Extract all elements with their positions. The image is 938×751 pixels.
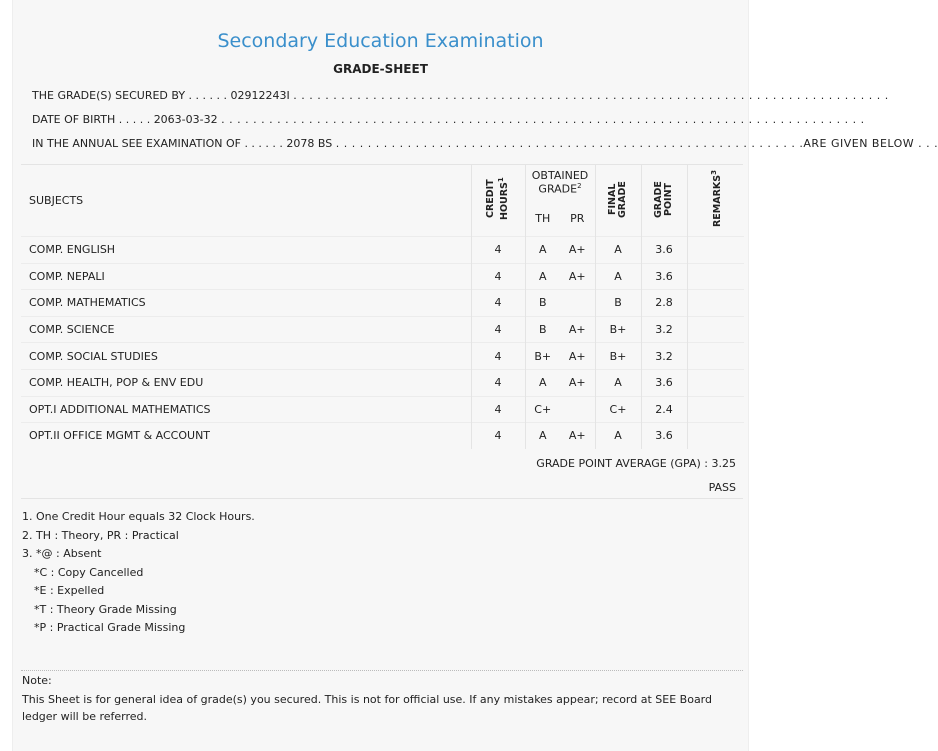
- credit-hours-cell: 4: [471, 237, 525, 264]
- credit-hours-cell: 4: [471, 423, 525, 449]
- practical-grade-cell: A+: [560, 369, 595, 396]
- subject-cell: COMP. SOCIAL STUDIES: [21, 343, 471, 370]
- divider: [21, 670, 743, 671]
- remarks-cell: [687, 316, 744, 343]
- dob-value: 2063-03-32: [153, 113, 218, 126]
- exam-year: 2078 BS: [286, 137, 333, 150]
- footnote: *C : Copy Cancelled: [34, 565, 144, 579]
- grade-point-cell: 3.6: [641, 237, 687, 264]
- theory-grade-cell: A: [525, 423, 560, 449]
- footnote: 3. *@ : Absent: [22, 547, 102, 560]
- practical-grade-cell: [560, 396, 595, 423]
- footnotes: [22, 508, 255, 638]
- grade-point-cell: 2.8: [641, 290, 687, 317]
- gpa-label: GRADE POINT AVERAGE (GPA) :: [536, 457, 708, 470]
- gpa-value: 3.25: [711, 457, 736, 470]
- subject-cell: COMP. NEPALI: [21, 263, 471, 290]
- final-grade-cell: A: [595, 263, 641, 290]
- final-grade-cell: B+: [595, 316, 641, 343]
- remarks-cell: [687, 237, 744, 264]
- practical-grade-cell: A+: [560, 343, 595, 370]
- header-remarks: REMARKS$^3$: [687, 165, 744, 237]
- header-th: TH: [525, 200, 560, 236]
- subject-cell: COMP. MATHEMATICS: [21, 290, 471, 317]
- table-row: [21, 423, 744, 449]
- subject-cell: COMP. SCIENCE: [21, 316, 471, 343]
- header-grade-point: GRADE POINT: [641, 165, 687, 237]
- footnote: 2. TH : Theory, PR : Practical: [22, 528, 179, 542]
- divider: [21, 498, 743, 499]
- remarks-cell: [687, 423, 744, 449]
- final-grade-cell: C+: [595, 396, 641, 423]
- theory-grade-cell: A: [525, 263, 560, 290]
- theory-grade-cell: A: [525, 237, 560, 264]
- theory-grade-cell: B+: [525, 343, 560, 370]
- exam-trail: . . . . . . . . . . . . . . . . . . . . . . . . . . . . . . . . . . . . . . . . . . . . . . . . . . . . . . . . . . .ARE GIVEN BELOW . . .: [335, 137, 938, 150]
- grade-point-cell: 3.6: [641, 423, 687, 449]
- credit-hours-cell: 4: [471, 396, 525, 423]
- theory-grade-cell: B: [525, 316, 560, 343]
- table-row: [21, 290, 744, 317]
- grade-point-cell: 3.6: [641, 369, 687, 396]
- secured-by-trail: . . . . . . . . . . . . . . . . . . . . . . . . . . . . . . . . . . . . . . . . . . . . . . . . . . . . . . . . . . . . . . . . . . . . . . . . . . .: [293, 89, 889, 102]
- practical-grade-cell: A+: [560, 423, 595, 449]
- header-obtained-grade: OBTAINED GRADE$^2$: [525, 165, 595, 200]
- theory-grade-cell: A: [525, 369, 560, 396]
- theory-grade-cell: B: [525, 290, 560, 317]
- exam-line: [32, 137, 938, 150]
- credit-hours-cell: 4: [471, 316, 525, 343]
- final-grade-cell: B+: [595, 343, 641, 370]
- subject-cell: OPT.II OFFICE MGMT & ACCOUNT: [21, 423, 471, 449]
- table-row: [21, 396, 744, 423]
- footnote: *P : Practical Grade Missing: [34, 621, 186, 634]
- table-row: [21, 263, 744, 290]
- practical-grade-cell: A+: [560, 237, 595, 264]
- final-grade-cell: B: [595, 290, 641, 317]
- symbol-number: 02912243I: [230, 89, 290, 102]
- theory-grade-cell: C+: [525, 396, 560, 423]
- grade-point-cell: 2.4: [641, 396, 687, 423]
- note-text: This Sheet is for general idea of grade(s) you secured. This is not for official use. If any mistakes appear; record at SEE Board ledger will be referred.: [22, 693, 712, 723]
- table-row: [21, 369, 744, 396]
- footnote: *T : Theory Grade Missing: [34, 602, 177, 616]
- credit-hours-cell: 4: [471, 263, 525, 290]
- footnote: *E : Expelled: [34, 584, 105, 597]
- grade-point-cell: 3.6: [641, 263, 687, 290]
- grade-point-cell: 3.2: [641, 316, 687, 343]
- credit-hours-cell: 4: [471, 343, 525, 370]
- remarks-cell: [687, 369, 744, 396]
- practical-grade-cell: A+: [560, 263, 595, 290]
- grade-point-cell: 3.2: [641, 343, 687, 370]
- final-grade-cell: A: [595, 423, 641, 449]
- table-row: [21, 237, 744, 264]
- table-row: [21, 316, 744, 343]
- page-subtitle: GRADE-SHEET: [333, 62, 428, 76]
- practical-grade-cell: A+: [560, 316, 595, 343]
- result-status: PASS: [708, 481, 736, 494]
- dob-line: [32, 113, 865, 126]
- page-title: Secondary Education Examination: [217, 30, 544, 52]
- grade-sheet: [12, 0, 938, 751]
- dob-trail: . . . . . . . . . . . . . . . . . . . . . . . . . . . . . . . . . . . . . . . . . . . . . . . . . . . . . . . . . . . . . . . . . . . . . . . . . . . . . . . . .: [221, 113, 865, 126]
- remarks-cell: [687, 343, 744, 370]
- remarks-cell: [687, 290, 744, 317]
- practical-grade-cell: [560, 290, 595, 317]
- subject-cell: COMP. HEALTH, POP & ENV EDU: [21, 369, 471, 396]
- gpa-line: [536, 457, 736, 470]
- note-title: Note:: [22, 674, 52, 687]
- subject-cell: COMP. ENGLISH: [21, 237, 471, 264]
- final-grade-cell: A: [595, 369, 641, 396]
- dob-label: DATE OF BIRTH . . . . .: [32, 113, 151, 126]
- header-subjects: SUBJECTS: [29, 194, 84, 207]
- credit-hours-cell: 4: [471, 290, 525, 317]
- remarks-cell: [687, 396, 744, 423]
- header-final-grade: FINAL GRADE: [595, 165, 641, 237]
- grades-table: [21, 165, 744, 449]
- final-grade-cell: A: [595, 237, 641, 264]
- secured-by-label: THE GRADE(S) SECURED BY . . . . . .: [32, 89, 228, 102]
- remarks-cell: [687, 263, 744, 290]
- subject-cell: OPT.I ADDITIONAL MATHEMATICS: [21, 396, 471, 423]
- header-pr: PR: [570, 211, 585, 225]
- header-credit-hours: CREDIT HOURS$^1$: [471, 165, 525, 237]
- credit-hours-cell: 4: [471, 369, 525, 396]
- exam-label: IN THE ANNUAL SEE EXAMINATION OF . . . . . .: [32, 137, 283, 150]
- secured-by-line: [32, 89, 889, 102]
- table-row: [21, 343, 744, 370]
- footnote: 1. One Credit Hour equals 32 Clock Hours.: [22, 510, 255, 523]
